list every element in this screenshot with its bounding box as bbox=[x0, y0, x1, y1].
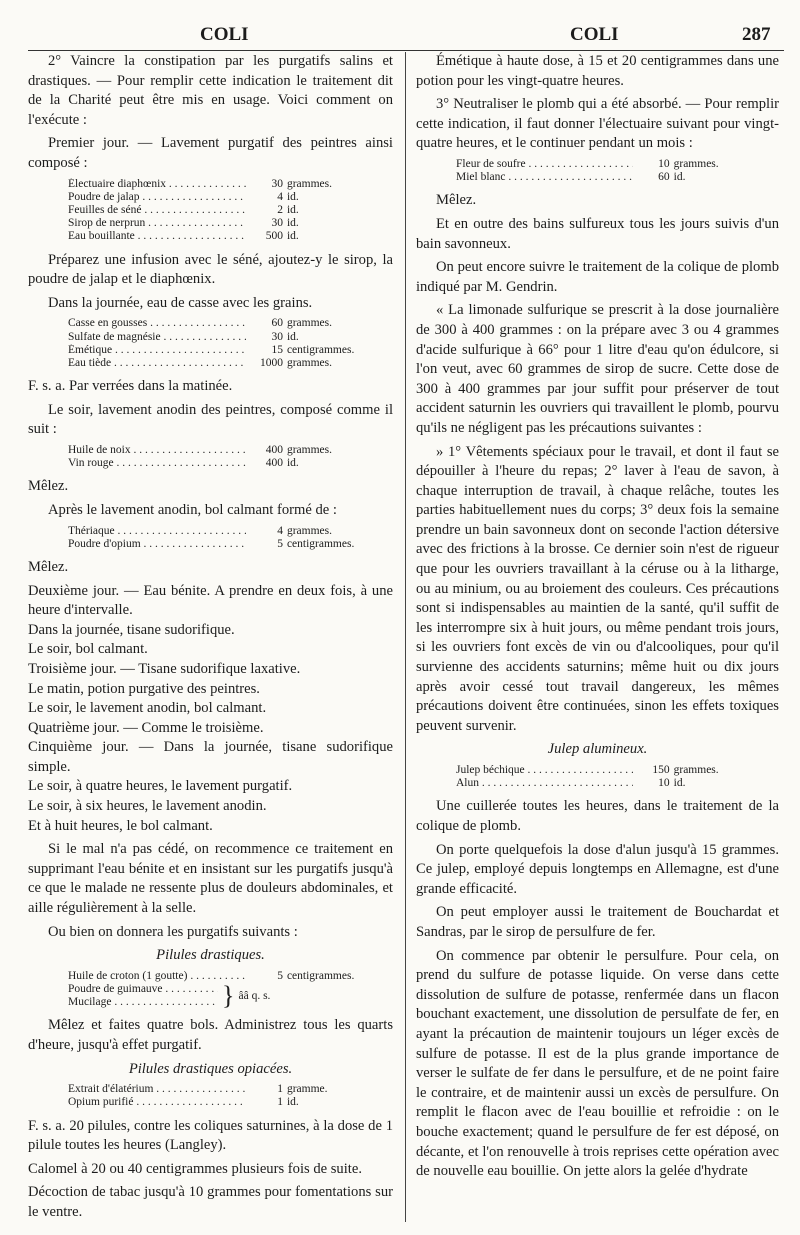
recipe-list-braced bbox=[68, 970, 393, 1010]
ingredient-qty: 500 bbox=[265, 230, 283, 243]
paragraph: Si le mal n'a pas cédé, on recommence ce traitement en supprimant l'eau bénite et en insistant sur les purgatifs jusqu'à ce que le malade ne ressente plus de douleurs abdominales, et aille régulièrement à la selle. bbox=[28, 841, 393, 917]
ingredient-qty: 400 bbox=[265, 443, 283, 456]
recipe-list bbox=[68, 1083, 393, 1109]
schedule-line: Le soir, bol calmant. bbox=[28, 641, 148, 658]
paragraph: 2° Vaincre la constipation par les purgatifs salins et drastiques. — Pour remplir cette indication le traitement dit de la Charité peut être mis en usage. Voici comment on l'exécute : bbox=[28, 53, 393, 128]
ingredient-unit: centigrammes. bbox=[286, 537, 355, 550]
day-schedule bbox=[28, 582, 393, 837]
ingredient-unit: gramme. bbox=[286, 1083, 328, 1096]
paragraph: Dans la journée, eau de casse avec les grains. bbox=[48, 294, 313, 311]
ingredient-name: Casse en gousses . . . bbox=[68, 317, 246, 330]
recipe-row bbox=[68, 538, 393, 551]
paragraph: 3° Neutraliser le plomb qui a été absorbé. — Pour remplir cette indication, il faut donner l'électuaire suivant pour vingt-quatre heures, et le continuer pendant un mois : bbox=[416, 96, 779, 152]
ingredient-unit: grammes. bbox=[673, 157, 719, 170]
recipe-title: Julep alumineux. bbox=[547, 741, 648, 758]
schedule-line: Dans la journée, tisane sudorifique. bbox=[28, 621, 235, 638]
ingredient-qty: 400 bbox=[265, 457, 283, 470]
ingredient-qty: 1 bbox=[277, 1083, 283, 1096]
ingredient-name: Huile de noix . . . bbox=[68, 444, 246, 457]
paragraph: F. s. a. 20 pilules, contre les coliques saturnines, à la dose de 1 pilule toutes les heures (Langley). bbox=[28, 1117, 393, 1154]
recipe-row bbox=[68, 1083, 393, 1096]
schedule-line: Le soir, à quatre heures, le lavement purgatif. bbox=[28, 778, 293, 795]
recipe-list bbox=[456, 764, 779, 790]
ingredient-qty: 10 bbox=[658, 157, 670, 170]
ingredient-unit: id. bbox=[673, 171, 686, 184]
page-number: 287 bbox=[742, 24, 771, 45]
paragraph: Une cuillerée toutes les heures, dans le traitement de la colique de plomb. bbox=[416, 798, 779, 834]
ingredient-qty: 5 bbox=[277, 969, 283, 982]
paragraph: « La limonade sulfurique se prescrit à la dose journalière de 300 à 400 grammes : on la prépare avec 3 ou 4 grammes d'acide sulfurique à 66° pour 1 litre d'eau qu'on édulcore, si l'on veut, avec 60 grammes de sirop de sucre. Cette dose de 300 à 400 grammes par jour suffit pour préserver de tout accident saturnin les ouvriers qui travaillent le plomb, pourvu qu'ils ne négligent pas les précautions suivantes : bbox=[416, 302, 779, 436]
paragraph: On peut employer aussi le traitement de Bouchardat et Sandras, par le sirop de persulfure de fer. bbox=[416, 904, 779, 940]
ingredient-unit: centigrammes. bbox=[286, 969, 355, 982]
schedule-line: Et à huit heures, le bol calmant. bbox=[28, 817, 213, 834]
paragraph: Mêlez. bbox=[436, 192, 477, 209]
brace-group bbox=[68, 983, 393, 1009]
paragraph: On porte quelquefois la dose d'alun jusqu'à 15 grammes. Ce julep, employé depuis longtemps en Allemagne, est d'une grande efficacité. bbox=[416, 841, 779, 897]
ingredient-unit: id. bbox=[673, 777, 686, 790]
ingredient-qty: 30 bbox=[271, 330, 283, 343]
ingredient-qty: 30 bbox=[271, 177, 283, 190]
recipe-row bbox=[68, 204, 393, 217]
recipe-row bbox=[68, 191, 393, 204]
recipe-row bbox=[68, 178, 393, 191]
recipe-list bbox=[68, 444, 393, 470]
column-divider bbox=[405, 52, 406, 1222]
paragraph: Premier jour. — Lavement purgatif des peintres ainsi composé : bbox=[28, 135, 393, 171]
paragraph: F. s. a. Par verrées dans la matinée. bbox=[28, 378, 233, 395]
recipe-list bbox=[68, 525, 393, 551]
recipe-row bbox=[68, 457, 393, 470]
ingredient-unit: grammes. bbox=[286, 356, 332, 369]
recipe-row bbox=[68, 525, 393, 538]
schedule-line: Le soir, à six heures, le lavement anodin. bbox=[28, 798, 267, 815]
recipe-row bbox=[68, 357, 393, 370]
ingredient-name: Sirop de nerprun . . . bbox=[68, 217, 246, 230]
paragraph: On commence par obtenir le persulfure. Pour cela, on prend du sulfure de potasse liquide. On verse dans cette dissolution de sulfure de potasse, renfermée dans un flacon bouchant exactement, une dissolution de persulfate de fer, en ayant la précaution de maintenir toujours un léger excès de sulfure de potasse. Il est de la plus grande importance de verser le sulfate de fer dans le persulfure, et de ne point faire le contraire, et de maintenir aussi un excès de persulfure. On remplit le flacon avec de l'eau bouillie et refroidie : on le bouche exactement; quand le persulfure de fer est déposé, on décante, et l'on renouvelle à trois reprises cette opération avec de nouvelle eau bouillie. On jette alors la gelée d'hydrate bbox=[416, 947, 779, 1180]
right-column bbox=[416, 52, 779, 1186]
schedule-line: Quatrième jour. — Comme le troisième. bbox=[28, 719, 264, 736]
ingredient-unit: id. bbox=[286, 217, 299, 230]
ingredient-qty: 4 bbox=[277, 524, 283, 537]
ingredient-unit: id. bbox=[286, 190, 299, 203]
ingredient-unit: id. bbox=[286, 457, 299, 470]
ingredient-unit: id. bbox=[286, 230, 299, 243]
ingredient-name: Sulfate de magnésie . . . bbox=[68, 331, 246, 344]
ingredient-name: Extrait d'élatérium . . . bbox=[68, 1083, 246, 1096]
brace-symbol: } bbox=[222, 981, 235, 1011]
ingredient-name: Poudre de jalap . . . bbox=[68, 191, 246, 204]
paragraph: Mêlez. bbox=[28, 558, 69, 575]
recipe-list bbox=[456, 158, 779, 184]
ingredient-unit: grammes. bbox=[286, 317, 332, 330]
ingredient-qty: 4 bbox=[277, 190, 283, 203]
ingredient-name: Poudre d'opium . . . bbox=[68, 538, 246, 551]
paragraph: Préparez une infusion avec le séné, ajoutez-y le sirop, la poudre de jalap et le diaphœnix. bbox=[28, 251, 393, 288]
recipe-row bbox=[68, 317, 393, 330]
ingredient-unit: grammes. bbox=[286, 443, 332, 456]
ingredient-qty: 15 bbox=[271, 343, 283, 356]
ingredient-unit: grammes. bbox=[286, 177, 332, 190]
running-head-left: COLI bbox=[200, 24, 249, 45]
recipe-row bbox=[68, 217, 393, 230]
left-column bbox=[28, 52, 393, 1227]
ingredient-name: Julep béchique . . . bbox=[456, 764, 633, 777]
running-head-right: COLI bbox=[570, 24, 619, 45]
ingredient-unit: grammes. bbox=[286, 524, 332, 537]
ingredient-qty: 60 bbox=[658, 171, 670, 184]
recipe-row bbox=[456, 764, 779, 777]
ingredient-qty: 5 bbox=[277, 537, 283, 550]
ingredient-qty: 150 bbox=[652, 764, 670, 776]
paragraph: » 1° Vêtements spéciaux pour le travail, et dont il faut se dépouiller à l'heure du repas; 2° laver à l'eau de savon, à chaque interruption de travail, à chaque relâche, toutes les parties habituellement nues du corps; 3° deux fois la semaine prendre un bain savonneux dont on seconde l'action détersive avec des frictions à la brosse. Ce dernier soin n'est de rigueur que pour les ouvriers travaillant à la céruse ou à la litharge, ou au minium, ou au broiement des couleurs. Ces précautions sont si indispensables au maintien de la santé, qu'il suffit de les interrompre six à huit jours, ou même pendant trois jours, si les ouvriers font excès de vin ou d'alcooliques, pour qu'il survienne des accidents saturnins; même huit ou dix jours après avoir cessé tout travail dangereux, les mêmes précautions doivent être continuées, sinon les effets toxiques peuvent survenir. bbox=[416, 443, 779, 734]
ingredient-name: Opium purifié . . . bbox=[68, 1096, 246, 1109]
schedule-line: Le matin, potion purgative des peintres. bbox=[28, 680, 260, 697]
paragraph: Mêlez. bbox=[28, 478, 69, 495]
ingredient-name: Huile de croton (1 goutte) . . . bbox=[68, 970, 246, 983]
recipe-list bbox=[68, 317, 393, 370]
paragraph: Après le lavement anodin, bol calmant formé de : bbox=[48, 501, 337, 518]
paragraph: Décoction de tabac jusqu'à 10 grammes pour fomentations sur le ventre. bbox=[28, 1184, 393, 1220]
recipe-list bbox=[68, 178, 393, 244]
ingredient-qty: 1 bbox=[277, 1096, 283, 1109]
paragraph: Et en outre des bains sulfureux tous les jours suivis d'un bain savonneux. bbox=[416, 215, 779, 252]
paragraph: Le soir, lavement anodin des peintres, composé comme il suit : bbox=[28, 401, 393, 438]
ingredient-unit: grammes. bbox=[673, 764, 719, 776]
ingredient-name: Émétique . . . bbox=[68, 344, 246, 357]
recipe-row bbox=[68, 444, 393, 457]
ingredient-name: Thériaque . . . bbox=[68, 525, 246, 538]
ingredient-unit: centigrammes. bbox=[286, 343, 355, 356]
paragraph: Mêlez et faites quatre bols. Administrez tous les quarts d'heure, jusqu'à effet purgatif. bbox=[28, 1017, 393, 1054]
ingredient-unit: id. bbox=[286, 330, 299, 343]
recipe-title: Pilules drastiques. bbox=[156, 947, 265, 964]
ingredient-name: Fleur de soufre . . . bbox=[456, 158, 633, 171]
schedule-line: Cinquième jour. — Dans la journée, tisane sudorifique simple. bbox=[28, 739, 393, 775]
ingredient-name: Mucilage . . . bbox=[68, 996, 218, 1009]
ingredient-name: Vin rouge . . . bbox=[68, 457, 246, 470]
ingredient-name: Feuilles de séné . . . bbox=[68, 204, 246, 217]
recipe-title: Pilules drastiques opiacées. bbox=[128, 1060, 293, 1077]
schedule-line: Troisième jour. — Tisane sudorifique laxative. bbox=[28, 660, 301, 677]
ingredient-unit: id. bbox=[286, 203, 299, 216]
ingredient-qty: 2 bbox=[277, 203, 283, 216]
ingredient-name: Eau bouillante . . . bbox=[68, 230, 246, 243]
ingredient-qty: 60 bbox=[271, 317, 283, 330]
schedule-line: Deuxième jour. — Eau bénite. A prendre en deux fois, à une heure d'intervalle. bbox=[28, 582, 393, 619]
recipe-row bbox=[456, 171, 779, 184]
schedule-line: Le soir, le lavement anodin, bol calmant. bbox=[28, 700, 267, 717]
ingredient-name: Électuaire diaphœnix . . . bbox=[68, 178, 246, 191]
paragraph: Ou bien on donnera les purgatifs suivants : bbox=[48, 923, 298, 940]
ingredient-name: Miel blanc . . . bbox=[456, 171, 633, 184]
ingredient-name: Eau tiède . . . bbox=[68, 357, 246, 370]
paragraph: Émétique à haute dose, à 15 et 20 centigrammes dans une potion pour les vingt-quatre heures. bbox=[416, 53, 779, 89]
ingredient-qty: 1000 bbox=[259, 356, 283, 369]
ingredient-qty: 10 bbox=[658, 777, 670, 790]
ingredient-name: Poudre de guimauve . . . bbox=[68, 983, 218, 996]
ingredient-qty: 30 bbox=[271, 217, 283, 230]
paragraph: On peut encore suivre le traitement de la colique de plomb indiqué par M. Gendrin. bbox=[416, 259, 779, 295]
paragraph: Calomel à 20 ou 40 centigrammes plusieurs fois de suite. bbox=[28, 1160, 362, 1177]
header-rule bbox=[28, 50, 784, 51]
recipe-row bbox=[456, 777, 779, 790]
recipe-row bbox=[68, 1096, 393, 1109]
ingredient-name: Alun . . . bbox=[456, 777, 633, 790]
ingredient-unit: id. bbox=[286, 1096, 299, 1109]
ingredient-qty: ââ q. s. bbox=[238, 989, 271, 1002]
recipe-row bbox=[68, 230, 393, 243]
recipe-row bbox=[68, 331, 393, 344]
recipe-row bbox=[456, 158, 779, 171]
recipe-row bbox=[68, 344, 393, 357]
